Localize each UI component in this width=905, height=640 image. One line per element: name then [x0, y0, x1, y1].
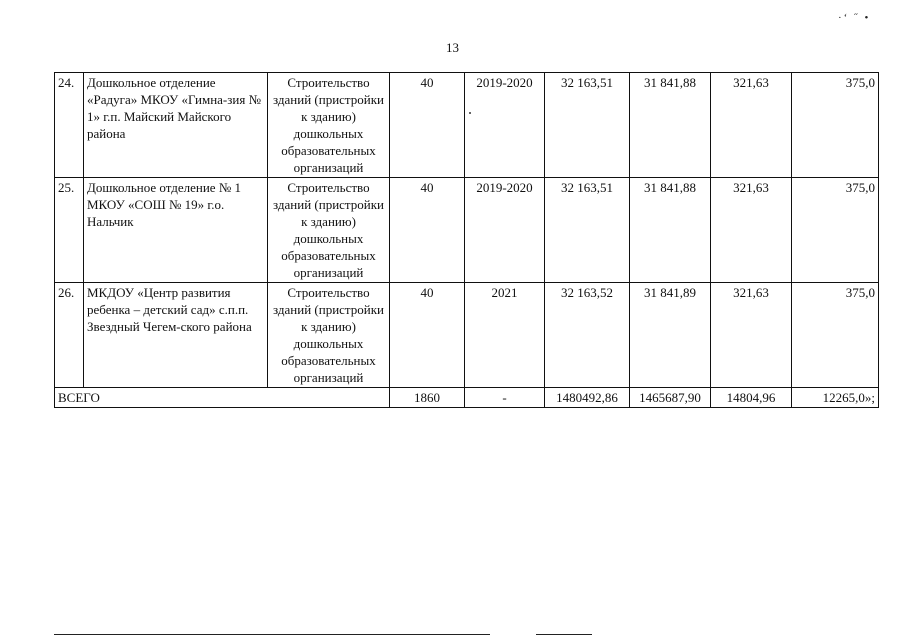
- capacity: 40: [390, 178, 465, 283]
- local-amount: 375,0: [792, 178, 879, 283]
- bottom-rule-left: [54, 634, 490, 635]
- total-row: [55, 388, 879, 408]
- object-name: Дошкольное отделение «Радуга» МКОУ «Гимна-зия № 1» г.п. Майский Майского района: [84, 73, 268, 178]
- table-row: [55, 73, 879, 178]
- grand-local-amount: 12265,0»;: [792, 388, 879, 408]
- work-type: Строительство зданий (пристройки к зданию) дошкольных образовательных организаций: [268, 73, 390, 178]
- row-number: 24.: [55, 73, 84, 178]
- total-amount: 32 163,51: [545, 73, 630, 178]
- federal-amount: 31 841,89: [630, 283, 711, 388]
- years: 2019-2020: [465, 73, 545, 178]
- grand-regional-amount: 14804,96: [711, 388, 792, 408]
- total-amount: 32 163,51: [545, 178, 630, 283]
- local-amount: 375,0: [792, 283, 879, 388]
- total-amount: 32 163,52: [545, 283, 630, 388]
- capacity: 40: [390, 283, 465, 388]
- object-name: Дошкольное отделение № 1 МКОУ «СОШ № 19» г.о. Нальчик: [84, 178, 268, 283]
- table-row: [55, 178, 879, 283]
- object-name: МКДОУ «Центр развития ребенка – детский сад» с.п.п. Звездный Чегем-ского района: [84, 283, 268, 388]
- regional-amount: 321,63: [711, 178, 792, 283]
- page-number: 13: [446, 40, 459, 55]
- federal-amount: 31 841,88: [630, 73, 711, 178]
- years: 2019-2020: [465, 178, 545, 283]
- work-type: Строительство зданий (пристройки к зданию) дошкольных образовательных организаций: [268, 283, 390, 388]
- bottom-rule-right: [536, 634, 592, 635]
- row-number: 26.: [55, 283, 84, 388]
- years: 2021: [465, 283, 545, 388]
- table-row: [55, 283, 879, 388]
- corner-marks: ·ʻ ˝ •: [838, 12, 871, 24]
- federal-amount: 31 841,88: [630, 178, 711, 283]
- regional-amount: 321,63: [711, 73, 792, 178]
- regional-amount: 321,63: [711, 283, 792, 388]
- grand-federal-amount: 1465687,90: [630, 388, 711, 408]
- row-number: 25.: [55, 178, 84, 283]
- grand-total-amount: 1480492,86: [545, 388, 630, 408]
- work-type: Строительство зданий (пристройки к зданию) дошкольных образовательных организаций: [268, 178, 390, 283]
- capacity: 40: [390, 73, 465, 178]
- total-years: -: [465, 388, 545, 408]
- total-label: ВСЕГО: [55, 388, 390, 408]
- objects-table: [54, 72, 879, 408]
- local-amount: 375,0: [792, 73, 879, 178]
- total-capacity: 1860: [390, 388, 465, 408]
